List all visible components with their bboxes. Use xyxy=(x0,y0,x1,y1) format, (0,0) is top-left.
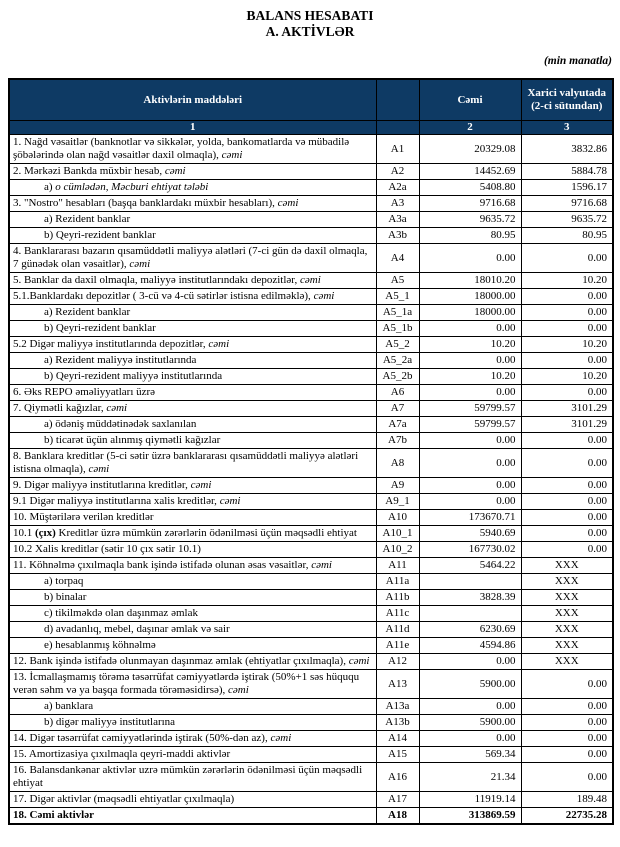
item-label-cell xyxy=(9,574,376,590)
total-value-cell: 14452.69 xyxy=(419,164,521,180)
item-label-text: cəmi xyxy=(313,290,335,302)
item-code-cell: A5_2b xyxy=(376,369,419,385)
table-row xyxy=(9,670,613,699)
item-code-cell: A5_1b xyxy=(376,321,419,337)
table-row xyxy=(9,715,613,731)
header-foreign: Xarici valyutada (2-ci sütundan) xyxy=(521,79,613,121)
foreign-currency-value-cell: 0.00 xyxy=(521,542,613,558)
foreign-currency-value-cell: 0.00 xyxy=(521,305,613,321)
foreign-currency-value-cell: 3832.86 xyxy=(521,135,613,164)
table-row xyxy=(9,699,613,715)
item-label-cell xyxy=(9,433,376,449)
table-row xyxy=(9,433,613,449)
unit-note: (min manatla) xyxy=(543,55,612,67)
item-label-text: b) binalar xyxy=(44,591,87,603)
item-label-text: 9.1 Digər maliyyə institutlarına xalis kreditlər, xyxy=(13,495,220,507)
total-value-cell: 3828.39 xyxy=(419,590,521,606)
total-value-cell: 5940.69 xyxy=(419,526,521,542)
table-row xyxy=(9,638,613,654)
item-label-text: a) Rezident maliyyə institutlarında xyxy=(44,354,197,366)
item-label-cell xyxy=(9,228,376,244)
item-label-text: 1. Nağd vəsaitlər (banknotlar və sikkələr, yolda, bankomatlarda və mübadilə şöbələrində olan nağd vəsaitlər daxil olmaqla), xyxy=(13,136,350,161)
item-label-text: 17. Digər aktivlər (məqsədli ehtiyatlar çıxılmaqla) xyxy=(13,793,235,805)
item-code-cell: A12 xyxy=(376,654,419,670)
total-value-cell: 9635.72 xyxy=(419,212,521,228)
item-label-cell xyxy=(9,731,376,747)
foreign-currency-value-cell: 0.00 xyxy=(521,385,613,401)
item-label-cell xyxy=(9,321,376,337)
item-label-text: a) xyxy=(44,181,56,193)
table-body xyxy=(9,135,613,825)
column-number-1: 1 xyxy=(9,121,376,135)
item-label-text: cəmi xyxy=(311,559,332,571)
item-label-text: a) torpaq xyxy=(44,575,84,587)
table-row xyxy=(9,401,613,417)
item-code-cell: A9 xyxy=(376,478,419,494)
item-code-cell: A13 xyxy=(376,670,419,699)
item-label-text: cəmi xyxy=(277,197,299,209)
item-label-text: b) Qeyri-rezident maliyyə institutlarında xyxy=(44,370,223,382)
item-code-cell: A18 xyxy=(376,808,419,825)
item-label-text: 2. Mərkəzi Bankda müxbir hesab, xyxy=(13,165,165,177)
item-code-cell: A11a xyxy=(376,574,419,590)
item-label-cell xyxy=(9,654,376,670)
foreign-currency-value-cell: 80.95 xyxy=(521,228,613,244)
table-row xyxy=(9,478,613,494)
foreign-currency-value-cell: 0.00 xyxy=(521,670,613,699)
item-label-text: 10.2 Xalis kreditlər (sətir 10 çıx sətir 10.1) xyxy=(13,543,201,555)
total-value-cell: 18010.20 xyxy=(419,273,521,289)
item-label-text: 8. Banklara kreditlər (5-ci sətir üzrə banklararası qısamüddətli maliyyə alətləri istisna olmaqla), xyxy=(13,450,359,475)
item-code-cell: A16 xyxy=(376,763,419,792)
item-code-cell: A5_2a xyxy=(376,353,419,369)
item-code-cell: A7b xyxy=(376,433,419,449)
table-row xyxy=(9,385,613,401)
total-value-cell: 0.00 xyxy=(419,244,521,273)
header-row xyxy=(9,79,613,121)
item-label-text: cəmi xyxy=(270,732,292,744)
item-label-cell xyxy=(9,305,376,321)
item-label-text: 10.1 xyxy=(13,527,35,539)
column-number-3: 3 xyxy=(521,121,613,135)
item-code-cell: A5_1 xyxy=(376,289,419,305)
foreign-currency-value-cell: XXX xyxy=(521,558,613,574)
table-row xyxy=(9,747,613,763)
item-label-text: cəmi xyxy=(164,165,186,177)
item-code-cell: A5_1a xyxy=(376,305,419,321)
item-code-cell: A8 xyxy=(376,449,419,478)
total-value-cell: 0.00 xyxy=(419,654,521,670)
item-code-cell: A11d xyxy=(376,622,419,638)
total-value-cell: 59799.57 xyxy=(419,401,521,417)
item-label-text: 18. Cəmi aktivlər xyxy=(13,809,94,821)
item-code-cell: A11 xyxy=(376,558,419,574)
item-code-cell: A11c xyxy=(376,606,419,622)
report-title-line2: A. AKTİVLƏR xyxy=(265,24,355,39)
item-label-text: cəmi xyxy=(208,338,230,350)
item-label-text: a) banklara xyxy=(44,700,94,712)
table-row xyxy=(9,494,613,510)
item-label-cell xyxy=(9,622,376,638)
table-row xyxy=(9,369,613,385)
item-label-cell xyxy=(9,212,376,228)
total-value-cell: 10.20 xyxy=(419,369,521,385)
item-label-text: cəmi xyxy=(228,684,249,696)
item-label-cell xyxy=(9,244,376,273)
foreign-currency-value-cell: 0.00 xyxy=(521,433,613,449)
foreign-currency-value-cell: 10.20 xyxy=(521,369,613,385)
item-label-cell xyxy=(9,164,376,180)
item-label-cell xyxy=(9,638,376,654)
item-label-cell xyxy=(9,196,376,212)
total-value-cell: 6230.69 xyxy=(419,622,521,638)
item-code-cell: A7 xyxy=(376,401,419,417)
total-value-cell: 18000.00 xyxy=(419,289,521,305)
item-label-text: 9. Digər maliyyə institutlarına kreditlər, xyxy=(13,479,191,491)
table-row xyxy=(9,574,613,590)
item-label-text: a) Rezident banklar xyxy=(44,306,131,318)
item-code-cell: A15 xyxy=(376,747,419,763)
table-row xyxy=(9,558,613,574)
total-value-cell: 4594.86 xyxy=(419,638,521,654)
foreign-currency-value-cell: 10.20 xyxy=(521,337,613,353)
total-value-cell: 5464.22 xyxy=(419,558,521,574)
foreign-currency-value-cell: 0.00 xyxy=(521,353,613,369)
table-row xyxy=(9,792,613,808)
foreign-currency-value-cell: 0.00 xyxy=(521,478,613,494)
item-label-text: 13. İcmallaşmamış törəmə təsərrüfat cəmiyyətlərdə iştirak (50%+1 səs hüququ verən səhm və ya başqa formada törəməsidirsə), xyxy=(13,671,360,696)
total-value-cell: 11919.14 xyxy=(419,792,521,808)
foreign-currency-value-cell: 0.00 xyxy=(521,731,613,747)
table-row xyxy=(9,763,613,792)
item-label-text: 14. Digər təsərrüfat cəmiyyətlərində iştirak (50%-dən az), xyxy=(13,732,271,744)
item-code-cell: A3a xyxy=(376,212,419,228)
item-code-cell: A13a xyxy=(376,699,419,715)
header-code xyxy=(376,79,419,121)
item-code-cell: A13b xyxy=(376,715,419,731)
foreign-currency-value-cell: 0.00 xyxy=(521,244,613,273)
total-value-cell: 20329.08 xyxy=(419,135,521,164)
total-value-cell: 0.00 xyxy=(419,494,521,510)
total-value-cell: 0.00 xyxy=(419,731,521,747)
total-value-cell: 173670.71 xyxy=(419,510,521,526)
total-value-cell: 21.34 xyxy=(419,763,521,792)
item-code-cell: A2a xyxy=(376,180,419,196)
foreign-currency-value-cell: 9716.68 xyxy=(521,196,613,212)
item-label-text: b) digər maliyyə institutlarına xyxy=(44,716,176,728)
item-label-text: 12. Bank işində istifadə olunmayan daşınmaz əmlak (ehtiyatlar çıxılmaqla), xyxy=(13,655,349,667)
item-label-cell xyxy=(9,337,376,353)
item-code-cell: A1 xyxy=(376,135,419,164)
item-label-cell xyxy=(9,606,376,622)
total-value-cell: 0.00 xyxy=(419,385,521,401)
foreign-currency-value-cell: 0.00 xyxy=(521,449,613,478)
item-code-cell: A9_1 xyxy=(376,494,419,510)
total-value-cell: 0.00 xyxy=(419,353,521,369)
foreign-currency-value-cell: XXX xyxy=(521,590,613,606)
item-label-cell xyxy=(9,180,376,196)
table-row xyxy=(9,606,613,622)
header-items: Aktivlərin maddələri xyxy=(9,79,376,121)
foreign-currency-value-cell: 0.00 xyxy=(521,763,613,792)
foreign-currency-value-cell: 189.48 xyxy=(521,792,613,808)
item-label-text: cəmi xyxy=(88,463,110,475)
total-value-cell: 313869.59 xyxy=(419,808,521,825)
table-row xyxy=(9,305,613,321)
table-row xyxy=(9,622,613,638)
item-label-cell xyxy=(9,401,376,417)
item-code-cell: A11e xyxy=(376,638,419,654)
balance-table xyxy=(8,78,614,825)
total-value-cell: 5900.00 xyxy=(419,715,521,731)
item-label-text: cəmi xyxy=(219,495,241,507)
item-code-cell: A14 xyxy=(376,731,419,747)
item-label-text: 7. Qiymətli kağızlar, xyxy=(13,402,107,414)
total-value-cell: 569.34 xyxy=(419,747,521,763)
table-row xyxy=(9,590,613,606)
item-label-cell xyxy=(9,808,376,825)
item-label-cell xyxy=(9,699,376,715)
item-label-cell xyxy=(9,715,376,731)
item-code-cell: A2 xyxy=(376,164,419,180)
table-row xyxy=(9,510,613,526)
table-row xyxy=(9,321,613,337)
foreign-currency-value-cell: 3101.29 xyxy=(521,401,613,417)
item-label-text: b) ticarət üçün alınmış qiymətli kağızlar xyxy=(44,434,221,446)
foreign-currency-value-cell: 0.00 xyxy=(521,715,613,731)
page-title xyxy=(0,8,620,40)
total-value-cell xyxy=(419,574,521,590)
item-label-cell xyxy=(9,670,376,699)
foreign-currency-value-cell: 3101.29 xyxy=(521,417,613,433)
item-label-text: cəmi xyxy=(348,655,370,667)
item-label-cell xyxy=(9,289,376,305)
item-label-cell xyxy=(9,478,376,494)
item-code-cell: A3b xyxy=(376,228,419,244)
item-label-cell xyxy=(9,353,376,369)
total-value-cell xyxy=(419,606,521,622)
item-label-cell xyxy=(9,510,376,526)
table-row xyxy=(9,180,613,196)
table-row xyxy=(9,808,613,825)
item-code-cell: A5_2 xyxy=(376,337,419,353)
item-label-text: 10. Müştərilərə verilən kreditlər xyxy=(13,511,154,523)
item-label-text: cəmi xyxy=(106,402,128,414)
table-row xyxy=(9,654,613,670)
item-label-text: 5.2 Digər maliyyə institutlarında depozitlər, xyxy=(13,338,209,350)
table-row xyxy=(9,135,613,164)
item-label-text: c) tikilməkdə olan daşınmaz əmlak xyxy=(44,607,198,619)
item-label-cell xyxy=(9,747,376,763)
foreign-currency-value-cell: 9635.72 xyxy=(521,212,613,228)
foreign-currency-value-cell: XXX xyxy=(521,622,613,638)
total-value-cell: 59799.57 xyxy=(419,417,521,433)
item-code-cell: A11b xyxy=(376,590,419,606)
foreign-currency-value-cell: 0.00 xyxy=(521,699,613,715)
total-value-cell: 10.20 xyxy=(419,337,521,353)
item-label-text: a) ödəniş müddətinədək saxlanılan xyxy=(44,418,197,430)
item-label-text: b) Qeyri-rezident banklar xyxy=(44,322,156,334)
column-number-2: 2 xyxy=(419,121,521,135)
column-number-code xyxy=(376,121,419,135)
foreign-currency-value-cell: 0.00 xyxy=(521,510,613,526)
item-label-text: cəmi xyxy=(300,274,321,286)
item-label-cell xyxy=(9,369,376,385)
item-label-cell xyxy=(9,792,376,808)
item-label-text: 16. Balansdankənar aktivlər uzrə mümkün zərərlərin ödənilməsi üçün məqsədli ehtiyat xyxy=(13,764,363,789)
table-row xyxy=(9,164,613,180)
foreign-currency-value-cell: 1596.17 xyxy=(521,180,613,196)
table-row xyxy=(9,244,613,273)
item-label-text: 3. "Nostro" hesabları (başqa banklardakı müxbir hesabları), xyxy=(13,197,278,209)
total-value-cell: 9716.68 xyxy=(419,196,521,212)
item-label-cell xyxy=(9,385,376,401)
table-row xyxy=(9,228,613,244)
table-row xyxy=(9,289,613,305)
item-code-cell: A7a xyxy=(376,417,419,433)
item-code-cell: A5 xyxy=(376,273,419,289)
item-label-text: 15. Amortizasiya çıxılmaqla qeyri-maddi aktivlər xyxy=(13,748,231,760)
total-value-cell: 0.00 xyxy=(419,433,521,449)
item-label-cell xyxy=(9,590,376,606)
foreign-currency-value-cell: XXX xyxy=(521,574,613,590)
item-label-cell xyxy=(9,449,376,478)
total-value-cell: 5900.00 xyxy=(419,670,521,699)
total-value-cell: 0.00 xyxy=(419,321,521,337)
foreign-currency-value-cell: XXX xyxy=(521,638,613,654)
foreign-currency-value-cell: XXX xyxy=(521,606,613,622)
item-label-cell xyxy=(9,494,376,510)
table-row xyxy=(9,542,613,558)
table-row xyxy=(9,337,613,353)
column-numbers-row xyxy=(9,121,613,135)
item-label-text: cəmi xyxy=(190,479,212,491)
item-label-text: 6. Əks REPO əməliyyatları üzrə xyxy=(13,386,156,398)
total-value-cell: 5408.80 xyxy=(419,180,521,196)
item-label-text: cəmi xyxy=(129,258,151,270)
item-code-cell: A4 xyxy=(376,244,419,273)
table-row xyxy=(9,212,613,228)
item-code-cell: A3 xyxy=(376,196,419,212)
total-value-cell: 18000.00 xyxy=(419,305,521,321)
item-label-cell xyxy=(9,558,376,574)
report-title-line1: BALANS HESABATI xyxy=(246,8,374,23)
item-label-cell xyxy=(9,417,376,433)
header-total: Cəmi xyxy=(419,79,521,121)
table-row xyxy=(9,273,613,289)
foreign-currency-value-cell: 0.00 xyxy=(521,321,613,337)
foreign-currency-value-cell: 0.00 xyxy=(521,747,613,763)
item-label-text: 11. Köhnəlmə çıxılmaqla bank işində istifadə olunan əsas vəsaitlər, xyxy=(13,559,312,571)
item-code-cell: A6 xyxy=(376,385,419,401)
table-row xyxy=(9,731,613,747)
total-value-cell: 167730.02 xyxy=(419,542,521,558)
item-label-text: (çıx) xyxy=(35,527,56,539)
item-label-text: 5. Banklar da daxil olmaqla, maliyyə institutlarındakı depozitlər, xyxy=(13,274,301,286)
item-label-cell xyxy=(9,135,376,164)
item-label-text: cəmi xyxy=(221,149,243,161)
total-value-cell: 0.00 xyxy=(419,449,521,478)
item-label-cell xyxy=(9,273,376,289)
total-value-cell: 80.95 xyxy=(419,228,521,244)
item-code-cell: A17 xyxy=(376,792,419,808)
item-label-text: 5.1.Banklardakı depozitlər ( 3-cü və 4-cü sətirlər istisna edilməklə), xyxy=(13,290,314,302)
item-code-cell: A10 xyxy=(376,510,419,526)
foreign-currency-value-cell: 22735.28 xyxy=(521,808,613,825)
foreign-currency-value-cell: 5884.78 xyxy=(521,164,613,180)
table-row xyxy=(9,417,613,433)
item-label-cell xyxy=(9,542,376,558)
foreign-currency-value-cell: 0.00 xyxy=(521,289,613,305)
item-label-text: 4. Banklararası bazarın qısamüddətli maliyyə alətləri (7-ci gün də daxil olmaqla, 7 günədək olan vəsaitlər), xyxy=(13,245,368,270)
table-row xyxy=(9,353,613,369)
foreign-currency-value-cell: XXX xyxy=(521,654,613,670)
item-label-text: d) avadanlıq, mebel, daşınar əmlak və sair xyxy=(44,623,230,635)
item-code-cell: A10_1 xyxy=(376,526,419,542)
item-label-cell xyxy=(9,763,376,792)
total-value-cell: 0.00 xyxy=(419,478,521,494)
item-label-text: a) Rezident banklar xyxy=(44,213,131,225)
table-row xyxy=(9,196,613,212)
item-label-text: e) hesablanmış köhnəlmə xyxy=(44,639,156,651)
foreign-currency-value-cell: 10.20 xyxy=(521,273,613,289)
item-label-text: Kreditlər üzrə mümkün zərərlərin ödənilməsi üçün məqsədli ehtiyat xyxy=(55,527,357,539)
foreign-currency-value-cell: 0.00 xyxy=(521,526,613,542)
table-row xyxy=(9,526,613,542)
foreign-currency-value-cell: 0.00 xyxy=(521,494,613,510)
item-code-cell: A10_2 xyxy=(376,542,419,558)
table-header xyxy=(9,79,613,135)
item-label-text: b) Qeyri-rezident banklar xyxy=(44,229,156,241)
total-value-cell: 0.00 xyxy=(419,699,521,715)
table-row xyxy=(9,449,613,478)
item-label-cell xyxy=(9,526,376,542)
item-label-text: o cümlədən, Məcburi ehtiyat tələbi xyxy=(55,181,209,193)
